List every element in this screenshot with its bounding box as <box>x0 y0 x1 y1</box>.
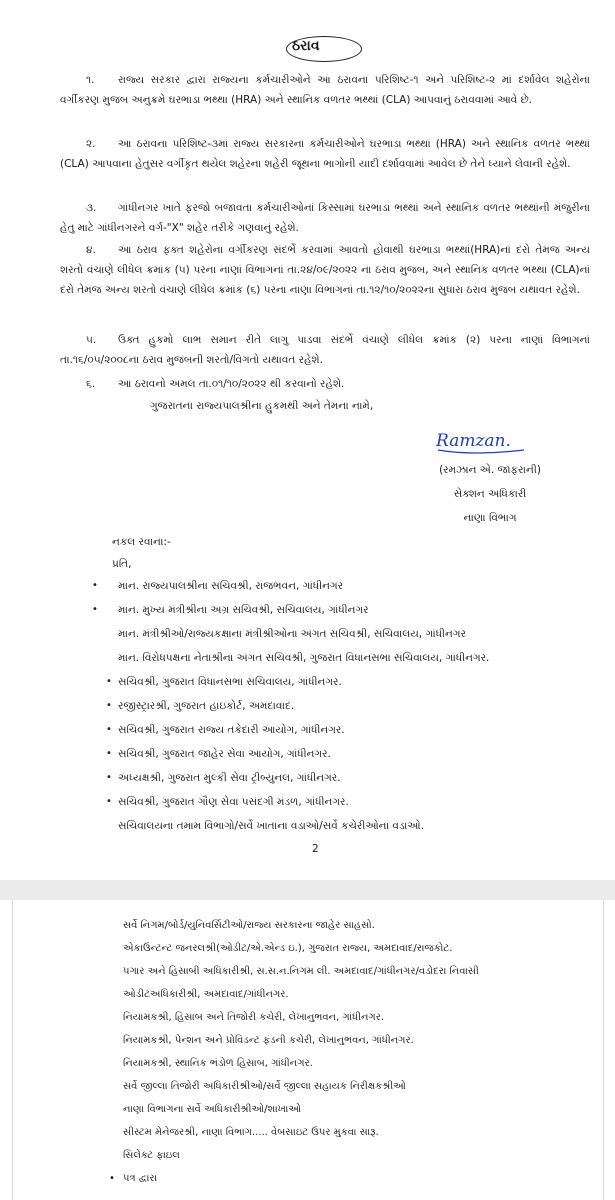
distribution-line: નિયામકશ્રી, સ્થાનિક ભંડોળ હિસાબ, ગાંધીનગર. <box>123 1058 313 1069</box>
clause-number: ૧. <box>86 74 95 86</box>
recipient-line: માન. રાજ્યપાલશ્રીના સચિવશ્રી, રાજભવન, ગાંધીનગર <box>118 580 344 592</box>
bullet-icon: • <box>92 580 98 591</box>
recipient-line: સચિવશ્રી, ગુજરાત વિધાનસભા સચિવાલય, ગાંધીનગર. <box>118 676 342 688</box>
distribution-line: નિયામકશ્રી, હિસાબ અને તિજોરી કચેરી, લેખાનુભવન, ગાંધીનગર. <box>123 1012 385 1023</box>
distribution-line: પત્ર દ્વારા <box>123 1173 158 1184</box>
distribution-line: એકાઉન્ટન્ટ જનરલશ્રી(ઓડીટ/એ.એન્ડ ઇ.), ગુજરાત રાજ્ય, અમદાવાદ/રાજકોટ. <box>123 943 453 954</box>
signatory-title: સેક્શન અધિકારી <box>453 488 527 500</box>
recipient-line: સચિવાલયના તમામ વિભાગો/સર્વે ખાતાના વડાઓ/સર્વે કચેરીઓના વડાઓ. <box>118 820 424 832</box>
copy-to-label: નકલ રવાના:- <box>112 536 171 548</box>
recipient-line: રજીસ્ટ્રારશ્રી, ગુજરાત હાઇકોર્ટ, અમદાવાદ. <box>118 700 295 712</box>
document-heading: ઠરાવ <box>292 38 320 54</box>
clause-text: ગાંધીનગર ખાતે ફરજો બજાવતા કર્મચારીઓનાં કિસ્સામાં ઘરભાડા ભથ્થાં અને સ્થાનિક વળતર ભથ્થાંની મંજુરીના હેતુ માટે ગાંધીનગરને વર્ગ-"X" શહેર તરીકે ગણવાનું રહેશે. <box>60 202 590 234</box>
clause-2 <box>60 134 590 174</box>
bullet-icon: • <box>106 772 112 783</box>
recipient-line: સચિવશ્રી, ગુજરાત જાહેર સેવા આયોગ, ગાંધીનગર. <box>118 748 331 760</box>
signatory-dept: નાણા વિભાગ <box>463 512 517 524</box>
svg-text:Ramzan.: Ramzan. <box>436 431 511 451</box>
clause-5 <box>60 330 590 370</box>
clause-number: ૨. <box>86 138 96 150</box>
signatory-name: (રમઝાન એ. જાફરાની) <box>439 464 541 476</box>
clause-number: ૩. <box>86 202 97 214</box>
recipient-line: માન. મંત્રીશ્રીઓ/રાજ્યકક્ષાના મંત્રીશ્રીઓના અંગત સચિવશ્રી, સચિવાલય, ગાંધીનગર <box>118 628 466 640</box>
clause-number: ૫. <box>86 334 97 346</box>
distribution-line: નાણા વિભાગના સર્વે અધિકારીશ્રીઓ/શાખાઓ <box>123 1104 302 1115</box>
signature-icon <box>432 420 552 460</box>
bullet-icon: • <box>109 1173 115 1184</box>
clause-text: રાજ્ય સરકાર દ્વારા રાજ્યના કર્મચારીઓને આ ઠરાવના પરિશિષ્ટ-૧ અને પરિશિષ્ટ-૨ માં દર્શાવેલ શહેરોના વર્ગીકરણ મુજબ અનુક્રમે ઘરભાડા ભથ્થા (HRA) અને સ્થાનિક વળતર ભથ્થાં (CLA) આપવાનું ઠરાવવામાં આવે છે. <box>60 74 590 106</box>
bullet-icon: • <box>106 724 112 735</box>
recipient-line: અધ્યક્ષશ્રી, ગુજરાત મુલ્કી સેવા ટ્રીબ્યુનલ, ગાંધીનગર. <box>118 772 341 784</box>
page-gap <box>0 880 615 900</box>
clause-text: આ ઠરાવ ફક્ત શહેરોના વર્ગીકરણ સંદર્ભે કરવામાં આવતો હોવાથી ઘરભાડા ભથ્થાં(HRA)નાં દરો તેમજ અન્ય શરતો વંચાણે લીધેલ ક્રમાંક (૫) પરના નાણાં વિભાગનાં તા.૨૪/૦૯/૨૦૨૨ ના ઠરાવ મુજબ, અને સ્થાનિક વળતર ભથ્થા (CLA)નાં દરો તેમજ અન્ય શરતો વંચાણે લીધેલ ક્રમાંક (૬) પરના નાણા વિભાગનાં તા.૧૨/૧૦/૨૦૨૨ના સુધારા ઠરાવ મુજબ યથાવત રહેશે. <box>60 244 590 296</box>
bullet-icon: • <box>106 748 112 759</box>
recipient-line: સચિવશ્રી, ગુજરાત ગૌણ સેવા પસંદગી મંડળ, ગાંધીનગર. <box>118 796 349 808</box>
distribution-line: ઓડીટઅધિકારીશ્રી, અમદાવાદ/ગાંધીનગર. <box>123 989 289 1000</box>
clause-6 <box>60 374 590 394</box>
prati-label: પ્રતિ, <box>112 558 132 570</box>
clause-number: ૪. <box>86 244 96 256</box>
clause-4 <box>60 240 590 300</box>
page-number: 2 <box>312 843 319 855</box>
distribution-line: નિયામકશ્રી, પેન્શન અને પ્રોવિડન્ટ ફંડની કચેરી, લેખાનુભવન, ગાંધીનગર. <box>123 1035 414 1046</box>
bullet-icon: • <box>106 700 112 711</box>
distribution-line: સર્વે નિગમ/બોર્ડ/યુનિવર્સિટીઓ/રાજ્ય સરકારના જાહેર સાહસો. <box>123 920 375 931</box>
distribution-line: સીસ્ટમ મેનેજરશ્રી, નાણા વિભાગ..... વેબસાઇટ ઉપર મુકવા સારૂ. <box>123 1127 379 1138</box>
clause-number: ૬. <box>86 378 96 390</box>
bullet-icon: • <box>106 676 112 687</box>
recipient-line: માન. વિરોધપક્ષના નેતાશ્રીના અંગત સચિવશ્રી, ગુજરાત વિધાનસભા સચિવાલય, ગાંધીનગર. <box>118 652 490 664</box>
document-page-2 <box>12 900 604 1200</box>
bullet-icon: • <box>92 604 98 615</box>
clause-text: આ ઠરાવનો અમલ તા.૦૧/૧૦/૨૦૨૨ થી કરવાનો રહેશે. <box>118 378 345 390</box>
order-line: ગુજરાતના રાજ્યપાલશ્રીના હુકમથી અને તેમના નામે, <box>150 400 374 412</box>
clause-text: ઉક્ત હુકમો લાભ સમાન રીતે લાગુ પાડવા સંદર્ભે વંચાણે લીધેલ ક્રમાંક (૨) પરના નાણાં વિભાગનાં તા.૧૬/૦૫/૨૦૦૮ના ઠરાવ મુજબની શરતો/વિગતો યથાવત રહેશે. <box>60 334 590 366</box>
clause-text: આ ઠરાવના પરિશિષ્ટ-૩માં રાજ્ય સરકારના કર્મચારીઓને ઘરભાડા ભથ્થાં (HRA) અને સ્થાનિક વળતર ભથ્થાં (CLA) આપવાના હેતુસર વર્ગીકૃત થયેલ શહેરના શહેરી જૂથના ભાગોની યાદી દર્શાવવામાં આવેલ છે તેને ધ્યાને લેવાની રહેશે. <box>60 138 590 170</box>
clause-3 <box>60 198 590 238</box>
recipient-line: સચિવશ્રી, ગુજરાત રાજ્ય તકેદારી આયોગ, ગાંધીનગર. <box>118 724 345 736</box>
distribution-line: સર્વે જીલ્લા તિજોરી અધિકારીશ્રીઓ/સર્વે જીલ્લા સહાયક નિરીક્ષકશ્રીઓ <box>123 1081 406 1092</box>
bullet-icon: • <box>106 796 112 807</box>
recipient-line: માન. મુખ્ય મંત્રીશ્રીના અગ્ર સચિવશ્રી, સચિવાલય, ગાંધીનગર <box>118 604 369 616</box>
distribution-line: સિલેક્ટ ફાઇલ <box>123 1150 180 1161</box>
distribution-line: પગાર અને હિસાબી અધિકારીશ્રી, સ.સ.ન.નિગમ લી. અમદાવાદ/ગાંધીનગર/વડોદરા નિવાસી <box>123 966 479 977</box>
clause-1 <box>60 70 590 110</box>
